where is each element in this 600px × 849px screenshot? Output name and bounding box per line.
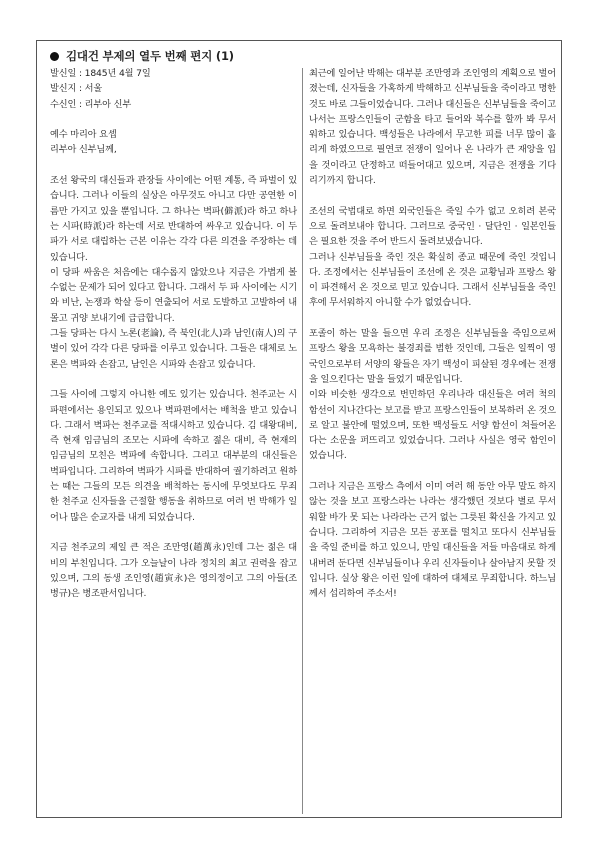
bullet-icon bbox=[50, 52, 59, 61]
paragraph: 이 당파 싸움은 처음에는 대수롭지 않았으나 지금은 가볍게 볼 수없는 문제가 되어 있다고 합니다. 그래서 두 파 사이에는 시기와 비난, 논쟁과 학살 등이 연출되어 서로 도발하고 고발하여 내몰고 귀양 보내기에 급급합니다. bbox=[50, 266, 297, 324]
paragraph: 조선의 국법대로 하면 외국인들은 죽일 수가 없고 오히려 본국으로 돌려보내야 합니다. 그러므로 중국인 · 달단인 · 일본인들은 필요한 것을 주어 반드시 돌려보냈습니다. bbox=[309, 205, 556, 248]
greeting-line: 예수 마리아 요셉 bbox=[50, 129, 117, 141]
paragraph: 조선 왕국의 대신들과 관장들 사이에는 어떤 계통, 즉 파벌이 있습니다. 그러나 이들의 실상은 아무것도 아니고 다만 공연한 이름만 가지고 있을 뿐입니다. 그 하나는 벽파(僻派)라 하고 하나는 시파(時派)라 하는데 서로 반대하여 싸우고 있습니다. 이 두 파가 서로 대립하는 근본 이유는 각각 다른 의견을 주장하는 데 있습니다. bbox=[50, 175, 297, 263]
salutation-line: 리부아 신부님께, bbox=[50, 144, 117, 156]
paragraph: 그들 당파는 다시 노론(老論), 즉 북인(北人)과 남인(南人)의 구별이 있어 각각 다른 당파를 이루고 있습니다. 그들은 대체로 노론은 벽파와 손잡고, 남인은 시파와 손잡고 있습니다. bbox=[50, 328, 297, 370]
meta-sent-date: 발신일 : 1845년 4월 7일 bbox=[50, 68, 151, 79]
right-column bbox=[309, 66, 556, 601]
meta-sent-from: 발신지 : 서울 bbox=[50, 83, 103, 95]
meta-recipient: 수신인 : 리부아 신부 bbox=[50, 98, 132, 110]
paragraph: 포졸이 하는 말을 들으면 우리 조정은 신부님들을 죽임으로써 프랑스 왕을 모욕하는 불경죄를 범한 것인데, 그들은 일찍이 영국인으로부터 서양의 왕들은 자기 백성이 피살된 경우에는 전쟁을 일으킨다는 말을 들었기 때문입니다. bbox=[309, 328, 556, 385]
paragraph: 그러나 신부님들을 죽인 것은 확실히 종교 때문에 죽인 것입니다. 조정에서는 신부님들이 조선에 온 것은 교황님과 프랑스 왕이 파견해서 온 것으로 믿고 있습니다. 그래서 신부님들을 죽인 후에 무서워하지 아니할 수가 없었습니다. bbox=[309, 251, 556, 309]
paragraph: 이와 비슷한 생각으로 번민하던 우리나라 대신들은 여러 척의 함선이 지나간다는 보고를 받고 프랑스인들이 보복하러 온 것으로 알고 불안에 떨었으며, 또한 백성들도 서양 함선이 쳐들어온다는 소문을 퍼뜨리고 있었습니다. 그러나 사실은 영국 함인이었습니다. bbox=[309, 389, 556, 462]
paragraph: 그러나 지금은 프랑스 측에서 이미 여러 해 동안 아무 말도 하지 않는 것을 보고 프랑스라는 나라는 생각했던 것보다 별로 무서워할 바가 못 되는 나라라는 근거 없는 그릇된 확신을 가지고 있습니다. 그리하여 지금은 모든 공포를 떨치고 또다시 신부님들을 죽일 준비를 하고 있으니, 만일 대신들을 저들 마음대로 하게 내버려 둔다면 신부님들이나 우리 신자들이나 살아남지 못할 것입니다. 실상 왕은 이런 일에 대하여 대체로 무죄합니다. 하느님께서 섭리하여 주소서! bbox=[309, 481, 556, 600]
paragraph: 최근에 일어난 박해는 대부분 조만영과 조인영의 계획으로 벌어졌는데, 신자들을 가혹하게 박해하고 신부님들을 죽이라고 명한 것도 바로 그들이었습니다. 그러나 대신들은 신부님들을 죽이고 나서는 프랑스인들이 군함을 타고 들어와 복수를 할까 봐 무서워하고 있습니다. 백성들은 나라에서 무고한 피를 너무 많이 흘리게 하였으므로 필연코 전쟁이 일어나 온 나라가 큰 재앙을 입을 것이라고 단정하고 떠들어대고 있으며, 지금은 전쟁을 기다리기까지 합니다. bbox=[309, 68, 556, 187]
letter-title bbox=[50, 48, 234, 64]
letter-title-text: 김대건 부제의 열두 번째 편지 (1) bbox=[66, 49, 234, 63]
paragraph: 그들 사이에 그렇지 아니한 예도 있기는 있습니다. 천주교는 시파편에서는 용인되고 있으나 벽파편에서는 배척을 받고 있습니다. 그래서 벽파는 천주교를 적대시하고 있습니다. 김 대왕대비, 즉 현재 임금님의 조모는 시파에 속하고 젊은 대비, 즉 현재의 임금님의 모친은 벽파에 속합니다. 그리고 대부분의 대신들은 벽파입니다. 그리하여 벽파가 시파를 반대하여 궐기하려고 원하는 때는 그들의 모든 의견을 배척하는 동시에 무엇보다도 무죄한 천주교 신자들을 근절할 행동을 취하므로 여러 번 박해가 일어나 많은 순교자를 내게 되었습니다. bbox=[50, 389, 297, 523]
column-divider bbox=[302, 68, 303, 814]
paragraph: 지금 천주교의 제일 큰 적은 조만영(趙萬永)인데 그는 젊은 대비의 부친입니다. 그가 오늘날이 나라 정치의 최고 권력을 잡고 있으며, 그의 동생 조인영(趙寅永)은 영의정이고 그의 아들(조병규)은 병조판서입니다. bbox=[50, 542, 297, 600]
left-column bbox=[50, 66, 297, 601]
